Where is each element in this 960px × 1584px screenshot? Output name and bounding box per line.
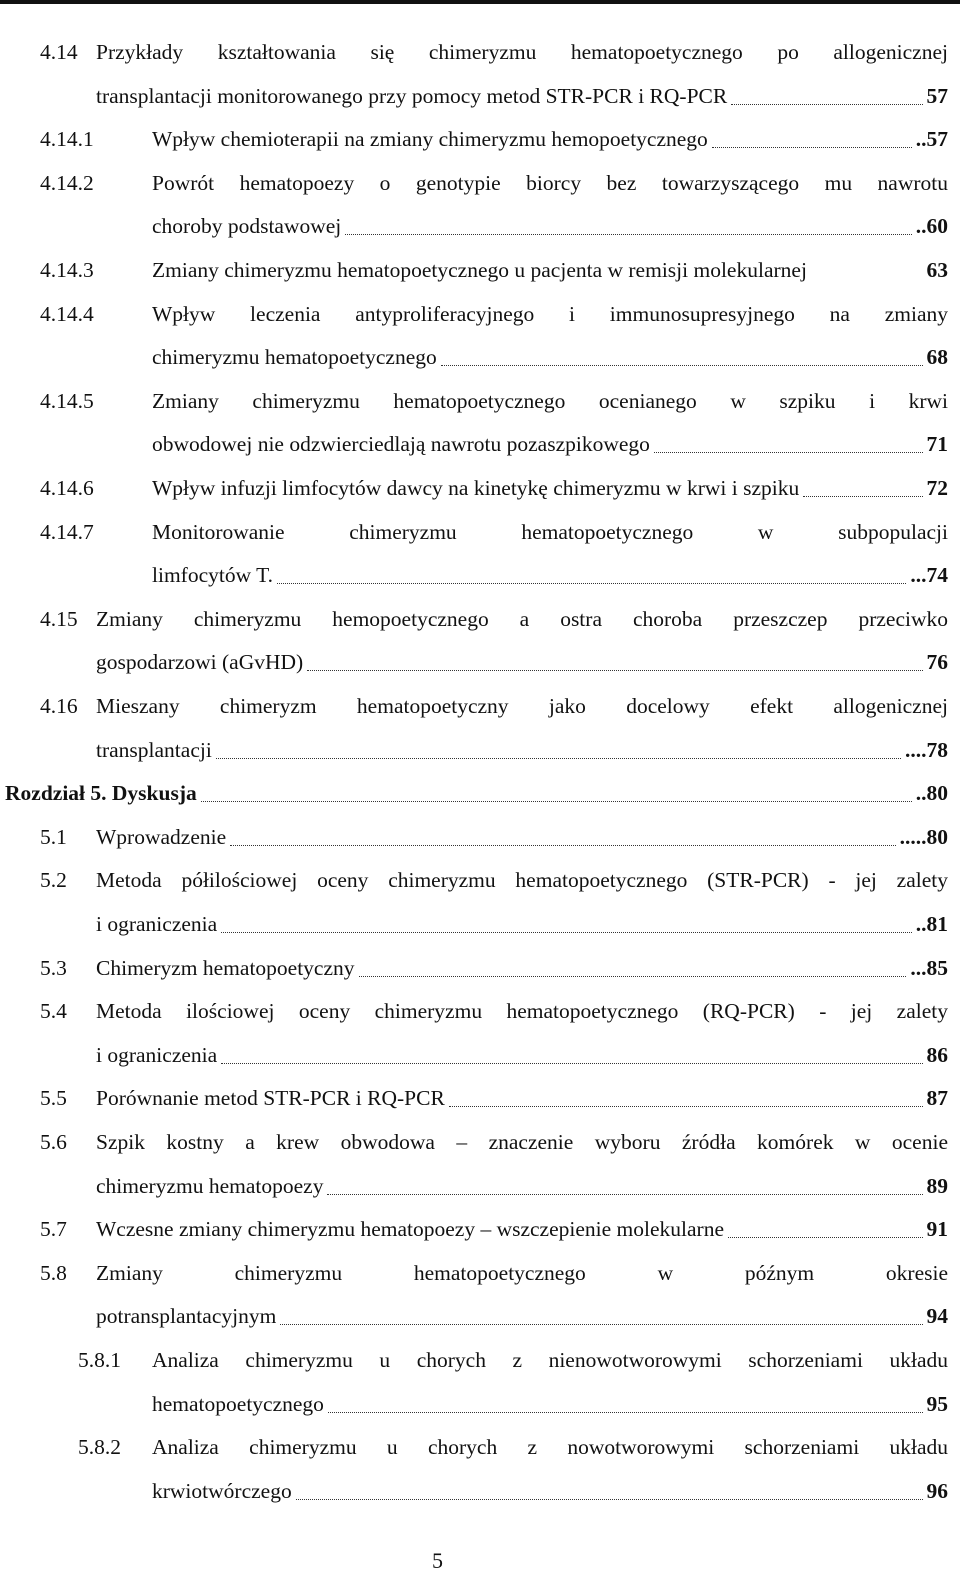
toc-entry-number: 5.8.1 (78, 1348, 121, 1372)
toc-entry[interactable] (0, 30, 960, 74)
toc-entry-number: 5.4 (40, 999, 67, 1024)
toc-entry[interactable] (0, 989, 960, 1033)
toc-page-number: 91 (926, 1217, 948, 1242)
toc-leader-dots (449, 1105, 923, 1107)
toc-entry-title: transplantacji (96, 737, 212, 762)
toc-entry-number: 4.16 (40, 694, 78, 718)
toc-entry-title: Wpływ chemioterapii na zmiany chimeryzmu hemopoetycznego (152, 127, 708, 152)
toc-entry-title: chimeryzmu hematopoetycznego (152, 345, 437, 370)
toc-entry-title: Szpik kostny a krew obwodowa – znaczenie wyboru źródła komórek w ocenie (96, 1130, 948, 1154)
toc-entry-last-line (96, 1076, 948, 1120)
toc-entry-last-line (152, 117, 948, 161)
toc-entry-title: Porównanie metod STR-PCR i RQ-PCR (96, 1086, 445, 1111)
toc-entry[interactable] (0, 1076, 960, 1120)
toc-entry-title: Wpływ leczenia antyproliferacyjnego i immunosupresyjnego na zmiany (152, 301, 948, 326)
toc-entry-number: 4.14 (40, 40, 78, 64)
toc-entry-title: potransplantacyjnym (96, 1304, 277, 1329)
toc-entry-last-line (152, 466, 948, 510)
toc-entry[interactable] (0, 1294, 960, 1338)
toc-entry-last-line (152, 553, 948, 597)
toc-entry-title: Metoda półilościowej oceny chimeryzmu hematopoetycznego (STR-PCR) - jej zalety (96, 868, 948, 893)
toc-leader-dots (277, 582, 906, 584)
toc-entry-title: Metoda ilościowej oceny chimeryzmu hematopoetycznego (RQ-PCR) - jej zalety (96, 999, 948, 1024)
toc-page-number: 71 (926, 432, 948, 457)
toc-entry-number: 4.14.3 (40, 258, 94, 282)
toc-entry-title: hematopoetycznego (152, 1391, 324, 1416)
toc-entry-title: limfocytów T. (152, 563, 274, 588)
toc-entry-last-line (96, 902, 948, 946)
toc-entry-last-line (96, 1294, 948, 1338)
toc-page-number: 95 (926, 1391, 948, 1416)
toc-entry[interactable] (0, 117, 960, 161)
toc-page-number: 96 (926, 1478, 948, 1503)
toc-entry[interactable] (0, 510, 960, 554)
toc-leader-dots (728, 1236, 923, 1238)
toc-leader-dots (803, 495, 922, 497)
toc-entry-number: 5.7 (40, 1217, 67, 1242)
toc-page-number: ..80 (915, 781, 948, 806)
toc-entry-last-line (96, 1207, 948, 1251)
toc-entry[interactable] (0, 728, 960, 772)
toc-entry-number: 4.14.1 (40, 127, 94, 152)
toc-entry-title: Mieszany chimeryzm hematopoetyczny jako docelowy efekt allogenicznej (96, 694, 948, 718)
toc-entry-title: Zmiany chimeryzmu hematopoetycznego u pacjenta w remisji molekularnej (152, 258, 807, 282)
toc-page-number: 89 (926, 1173, 948, 1198)
toc-entry[interactable] (0, 1251, 960, 1295)
toc-entry-title: gospodarzowi (aGvHD) (96, 650, 304, 675)
toc-leader-dots (654, 451, 923, 453)
toc-entry-number: 4.14.5 (40, 388, 94, 413)
toc-entry-last-line (152, 248, 948, 292)
toc-entry-number: 5.8 (40, 1260, 67, 1285)
toc-entry[interactable] (0, 1425, 960, 1469)
toc-leader-dots (345, 233, 911, 235)
toc-entry-title: Wczesne zmiany chimeryzmu hematopoezy – wszczepienie molekularne (96, 1217, 724, 1242)
toc-entry-title: i ograniczenia (96, 1042, 218, 1067)
toc-entry[interactable] (0, 815, 960, 859)
toc-entry[interactable] (0, 466, 960, 510)
toc-entry-title: chimeryzmu hematopoezy (96, 1173, 324, 1198)
toc-leader-dots (712, 146, 912, 148)
toc-entry-number: 4.14.7 (40, 519, 94, 544)
toc-entry[interactable] (0, 771, 960, 815)
toc-leader-dots (328, 1411, 923, 1413)
toc-entry-last-line (96, 1033, 948, 1077)
toc-entry[interactable] (0, 379, 960, 423)
toc-entry-last-line (152, 1382, 948, 1426)
toc-entry[interactable] (0, 640, 960, 684)
toc-entry-last-line (96, 946, 948, 990)
toc-page-number: 94 (926, 1304, 948, 1329)
toc-entry-title: Wpływ infuzji limfocytów dawcy na kinetykę chimeryzmu w krwi i szpiku (152, 476, 800, 500)
toc-entry-number: 4.14.4 (40, 301, 94, 326)
toc-page-number: 68 (926, 345, 948, 370)
toc-entry[interactable] (0, 597, 960, 641)
toc-entry-title: i ograniczenia (96, 912, 218, 936)
toc-leader-dots (201, 800, 912, 802)
page-number: 5 (432, 1548, 443, 1573)
toc-entry-last-line (96, 815, 948, 859)
toc-page-number: 63 (926, 258, 948, 282)
toc-entry-last-line (96, 1164, 948, 1208)
toc-leader-dots (221, 1062, 922, 1064)
toc-entry-number: 5.8.2 (78, 1435, 121, 1460)
toc-page-number: 76 (926, 650, 948, 675)
toc-entry-title: Chimeryzm hematopoetyczny (96, 955, 355, 980)
toc-entry[interactable] (0, 1207, 960, 1251)
toc-entry[interactable] (0, 1469, 960, 1513)
toc-page-number: 87 (926, 1086, 948, 1111)
toc-entry-title: Wprowadzenie (96, 824, 227, 849)
toc-entry[interactable] (0, 1120, 960, 1164)
toc-entry-title: choroby podstawowej (152, 214, 342, 239)
toc-entry-last-line (5, 771, 948, 815)
toc-entry[interactable] (0, 1164, 960, 1208)
toc-leader-dots (359, 975, 907, 977)
toc-entry-title: Monitorowanie chimeryzmu hematopoetycznego w subpopulacji (152, 519, 948, 544)
toc-page-number: 72 (926, 476, 948, 500)
toc-leader-dots (441, 364, 923, 366)
toc-page-number: ....78 (905, 737, 948, 762)
toc-entry-number: 5.1 (40, 824, 67, 849)
toc-entry[interactable] (0, 684, 960, 728)
toc-entry[interactable] (0, 902, 960, 946)
toc-entry-title: Analiza chimeryzmu u chorych z nienowotworowymi schorzeniami układu (152, 1348, 948, 1372)
toc-entry-last-line (152, 1469, 948, 1513)
toc-entry-number: 5.2 (40, 868, 67, 893)
toc-entry-number: 5.5 (40, 1086, 67, 1111)
toc-entry-last-line (96, 640, 948, 684)
toc-entry-title: Rozdział 5. Dyskusja (5, 781, 197, 806)
toc-page-number: 86 (926, 1042, 948, 1067)
toc-entry-last-line (96, 74, 948, 118)
toc-entry[interactable] (0, 248, 960, 292)
toc-entry-number: 4.14.2 (40, 170, 94, 195)
toc-leader-dots (731, 103, 922, 105)
toc-entry[interactable] (0, 1338, 960, 1382)
toc-entry-number: 5.6 (40, 1130, 67, 1154)
toc-entry-last-line (96, 728, 948, 772)
toc-entry-last-line (152, 335, 948, 379)
toc-entry-title: krwiotwórczego (152, 1478, 292, 1503)
toc-entry-last-line (152, 422, 948, 466)
toc-page-number: ...85 (910, 955, 948, 980)
toc-page-number: ..81 (915, 912, 948, 936)
toc-entry-title: transplantacji monitorowanego przy pomocy metod STR-PCR i RQ-PCR (96, 83, 728, 108)
toc-leader-dots (221, 931, 912, 933)
toc-entry-number: 4.15 (40, 606, 78, 631)
toc-entry[interactable] (0, 1382, 960, 1426)
toc-entry[interactable] (0, 1033, 960, 1077)
toc-leader-dots (280, 1323, 922, 1325)
toc-entry-title: Analiza chimeryzmu u chorych z nowotworowymi schorzeniami układu (152, 1435, 948, 1460)
toc-entry-number: 5.3 (40, 955, 67, 980)
toc-leader-dots (307, 669, 922, 671)
toc-leader-dots (327, 1193, 922, 1195)
toc-entry[interactable] (0, 335, 960, 379)
toc-entry-title: Zmiany chimeryzmu hematopoetycznego ocenianego w szpiku i krwi (152, 388, 948, 413)
toc-entry-number: 4.14.6 (40, 476, 94, 500)
toc-entry-title: Zmiany chimeryzmu hemopoetycznego a ostra choroba przeszczep przeciwko (96, 606, 948, 631)
toc-entry[interactable] (0, 74, 960, 118)
toc-leader-dots (296, 1498, 923, 1500)
toc-entry-title: Powrót hematopoezy o genotypie biorcy bez towarzyszącego mu nawrotu (152, 170, 948, 195)
toc-leader-dots (216, 757, 901, 759)
toc-entry[interactable] (0, 161, 960, 205)
toc-entry-title: obwodowej nie odzwierciedlają nawrotu pozaszpikowego (152, 432, 650, 457)
toc-entry-last-line (152, 204, 948, 248)
toc-entry[interactable] (0, 292, 960, 336)
toc-page-number: .....80 (899, 824, 948, 849)
toc-entry[interactable] (0, 204, 960, 248)
toc-entry-title: Przykłady kształtowania się chimeryzmu hematopoetycznego po allogenicznej (96, 40, 948, 64)
toc-entry[interactable] (0, 858, 960, 902)
toc-page-number: ...74 (910, 563, 948, 588)
top-rule (0, 0, 960, 4)
toc-page-number: ..60 (915, 214, 948, 239)
toc-entry[interactable] (0, 553, 960, 597)
toc-entry[interactable] (0, 422, 960, 466)
toc-leader-dots (230, 844, 896, 846)
toc-page-number: 57 (926, 83, 948, 108)
toc-entry[interactable] (0, 946, 960, 990)
toc-entry-title: Zmiany chimeryzmu hematopoetycznego w późnym okresie (96, 1260, 948, 1285)
toc-page-number: ..57 (915, 127, 948, 152)
